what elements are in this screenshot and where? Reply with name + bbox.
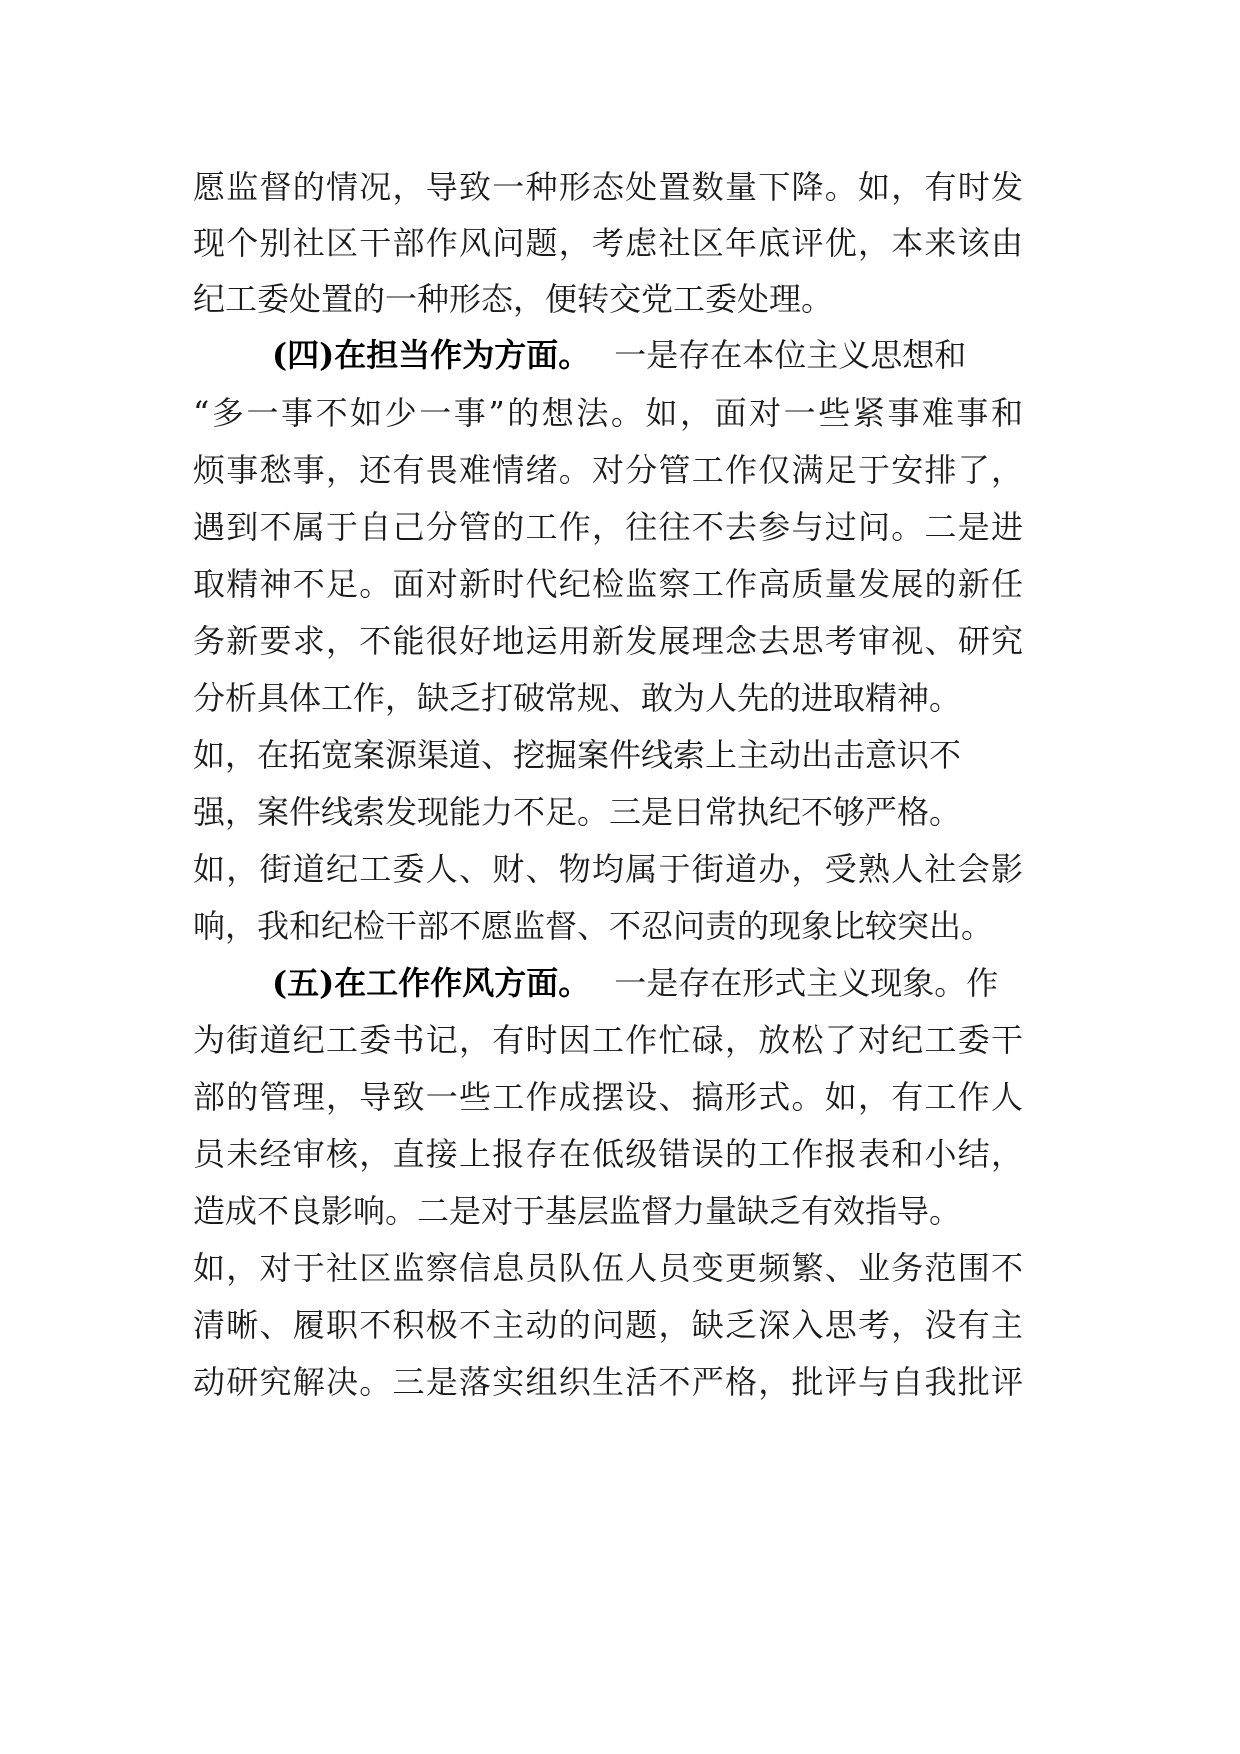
text-line: 部的管理，导致一些工作成摆设、搞形式。如，有工作人 xyxy=(193,1078,1023,1116)
text-line: 员未经审核，直接上报存在低级错误的工作报表和小结， xyxy=(193,1135,1023,1173)
section-four-text: 一是存在本位主义思想和 xyxy=(614,336,967,374)
text-line: 遇到不属于自己分管的工作，往往不去参与过问。二是进 xyxy=(193,508,1023,546)
text-line: 造成不良影响。二是对于基层监督力量缺乏有效指导。 xyxy=(193,1192,962,1230)
text-line: 强，案件线索发现能力不足。三是日常执纪不够严格。 xyxy=(193,793,962,831)
text-line: 如，在拓宽案源渠道、挖掘案件线索上主动出击意识不 xyxy=(193,736,962,774)
section-four-line xyxy=(272,331,1023,379)
text-line: 如，街道纪工委人、财、物均属于街道办，受熟人社会影 xyxy=(193,850,1023,888)
text-line: 愿监督的情况，导致一种形态处置数量下降。如，有时发 xyxy=(193,168,1023,206)
text-line: 分析具体工作，缺乏打破常规、敢为人先的进取精神。 xyxy=(193,679,962,717)
text-line: 为街道纪工委书记，有时因工作忙碌，放松了对纪工委干 xyxy=(193,1021,1023,1059)
text-line: 纪工委处置的一种形态，便转交党工委处理。 xyxy=(193,280,834,318)
section-five-heading: (五)在工作作风方面。 xyxy=(272,964,591,1002)
text-line: “多一事不如少一事”的想法。如，面对一些紧事难事和 xyxy=(193,394,1023,432)
section-five-text: 一是存在形式主义现象。作 xyxy=(614,964,999,1002)
text-line: 取精神不足。面对新时代纪检监察工作高质量发展的新任 xyxy=(193,565,1023,603)
text-line: 响，我和纪检干部不愿监督、不忍问责的现象比较突出。 xyxy=(193,907,994,945)
text-line: 烦事愁事，还有畏难情绪。对分管工作仅满足于安排了， xyxy=(193,451,1023,489)
text-line: 清晰、履职不积极不主动的问题，缺乏深入思考，没有主 xyxy=(193,1306,1023,1344)
text-line: 现个别社区干部作风问题，考虑社区年底评优，本来该由 xyxy=(193,224,1023,262)
text-line: 动研究解决。三是落实组织生活不严格，批评与自我批评 xyxy=(193,1363,1023,1401)
section-four-heading: (四)在担当作为方面。 xyxy=(272,336,591,374)
section-five-line xyxy=(272,959,1023,1007)
text-line: 如，对于社区监察信息员队伍人员变更频繁、业务范围不 xyxy=(193,1249,1023,1287)
text-line: 务新要求，不能很好地运用新发展理念去思考审视、研究 xyxy=(193,622,1023,660)
